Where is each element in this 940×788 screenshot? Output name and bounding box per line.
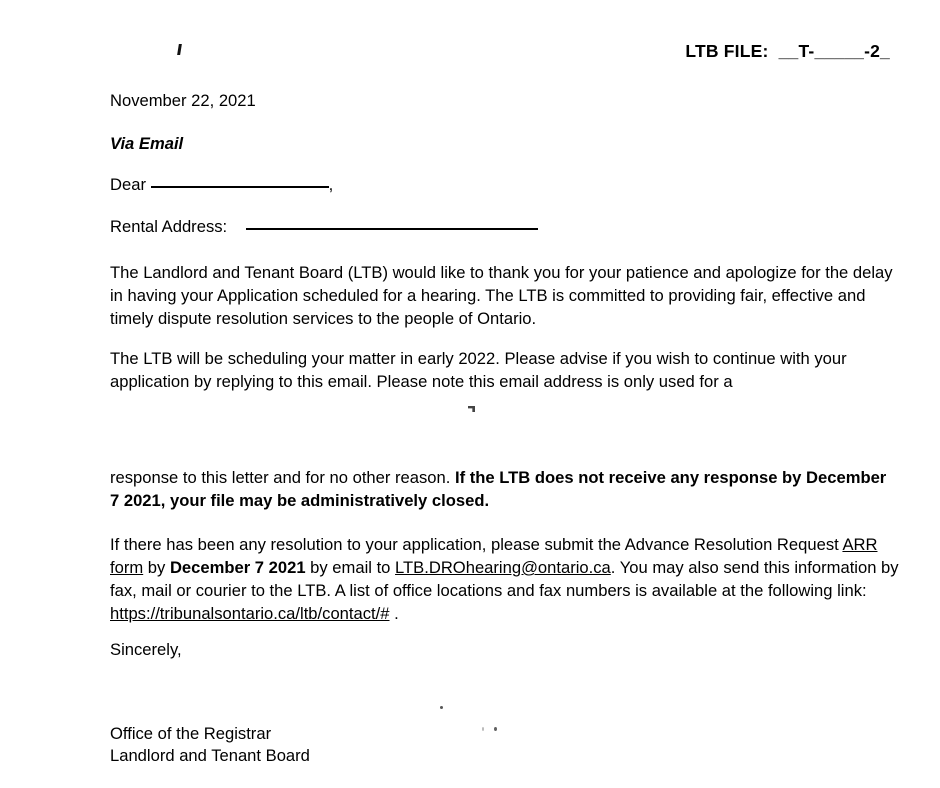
salutation-prefix: Dear <box>110 175 146 194</box>
arr-trailing-text: . <box>389 604 399 623</box>
arr-followup-text: . You may also send this information by fax, mail or courier to the LTB. A list of office locations and fax numbers is available at the following link: <box>110 558 899 600</box>
recipient-name-blank <box>151 186 329 188</box>
arr-intro-text: If there has been any resolution to your application, please submit the Advance Resolution Request <box>110 535 843 554</box>
salutation-suffix: , <box>328 175 334 194</box>
delivery-method: Via Email <box>110 134 184 153</box>
signature-organization: Landlord and Tenant Board <box>110 746 310 765</box>
tribunals-ontario-contact-link[interactable]: https://tribunalsontario.ca/ltb/contact/# <box>110 604 390 623</box>
rental-address-label: Rental Address: <box>110 217 228 236</box>
ltb-file-reference: LTB FILE: __T-_____-2_ <box>685 41 890 61</box>
paragraph-advance-resolution <box>110 533 900 625</box>
arr-by-text: by <box>143 558 170 577</box>
paragraph-response-warning <box>110 466 900 512</box>
rental-address-line <box>110 215 900 238</box>
signature-office: Office of the Registrar <box>110 724 272 743</box>
signature-block <box>110 723 900 767</box>
arr-deadline-bold: December 7 2021 <box>169 558 306 577</box>
arr-email-lead: by email to <box>305 558 396 577</box>
salutation-line <box>110 173 900 196</box>
dro-hearing-email-link[interactable]: LTB.DROhearing@ontario.ca <box>395 558 611 577</box>
rental-address-blank <box>246 228 538 230</box>
closing-salutation: Sincerely, <box>110 640 182 659</box>
scan-artifact-mark <box>468 406 475 412</box>
paragraph-thanks: The Landlord and Tenant Board (LTB) would like to thank you for your patience and apologize for the delay in having your Application scheduled for a hearing. The LTB is committed to providing fair, effective and timely dispute resolution services to the people of Ontario. <box>110 263 893 328</box>
response-lead-text: response to this letter and for no other reason. <box>110 468 455 487</box>
scan-artifact-tick <box>177 44 182 55</box>
response-deadline-bold: If the LTB does not receive any response by December 7 2021, your file may be administratively closed. <box>110 468 887 510</box>
letter-date: November 22, 2021 <box>110 91 256 110</box>
paragraph-scheduling: The LTB will be scheduling your matter in early 2022. Please advise if you wish to continue with your application by replying to this email. Please note this email address is only used for a <box>110 349 847 391</box>
arr-form-link[interactable]: ARR form <box>110 535 878 577</box>
scan-artifact-speck-1 <box>440 706 443 709</box>
